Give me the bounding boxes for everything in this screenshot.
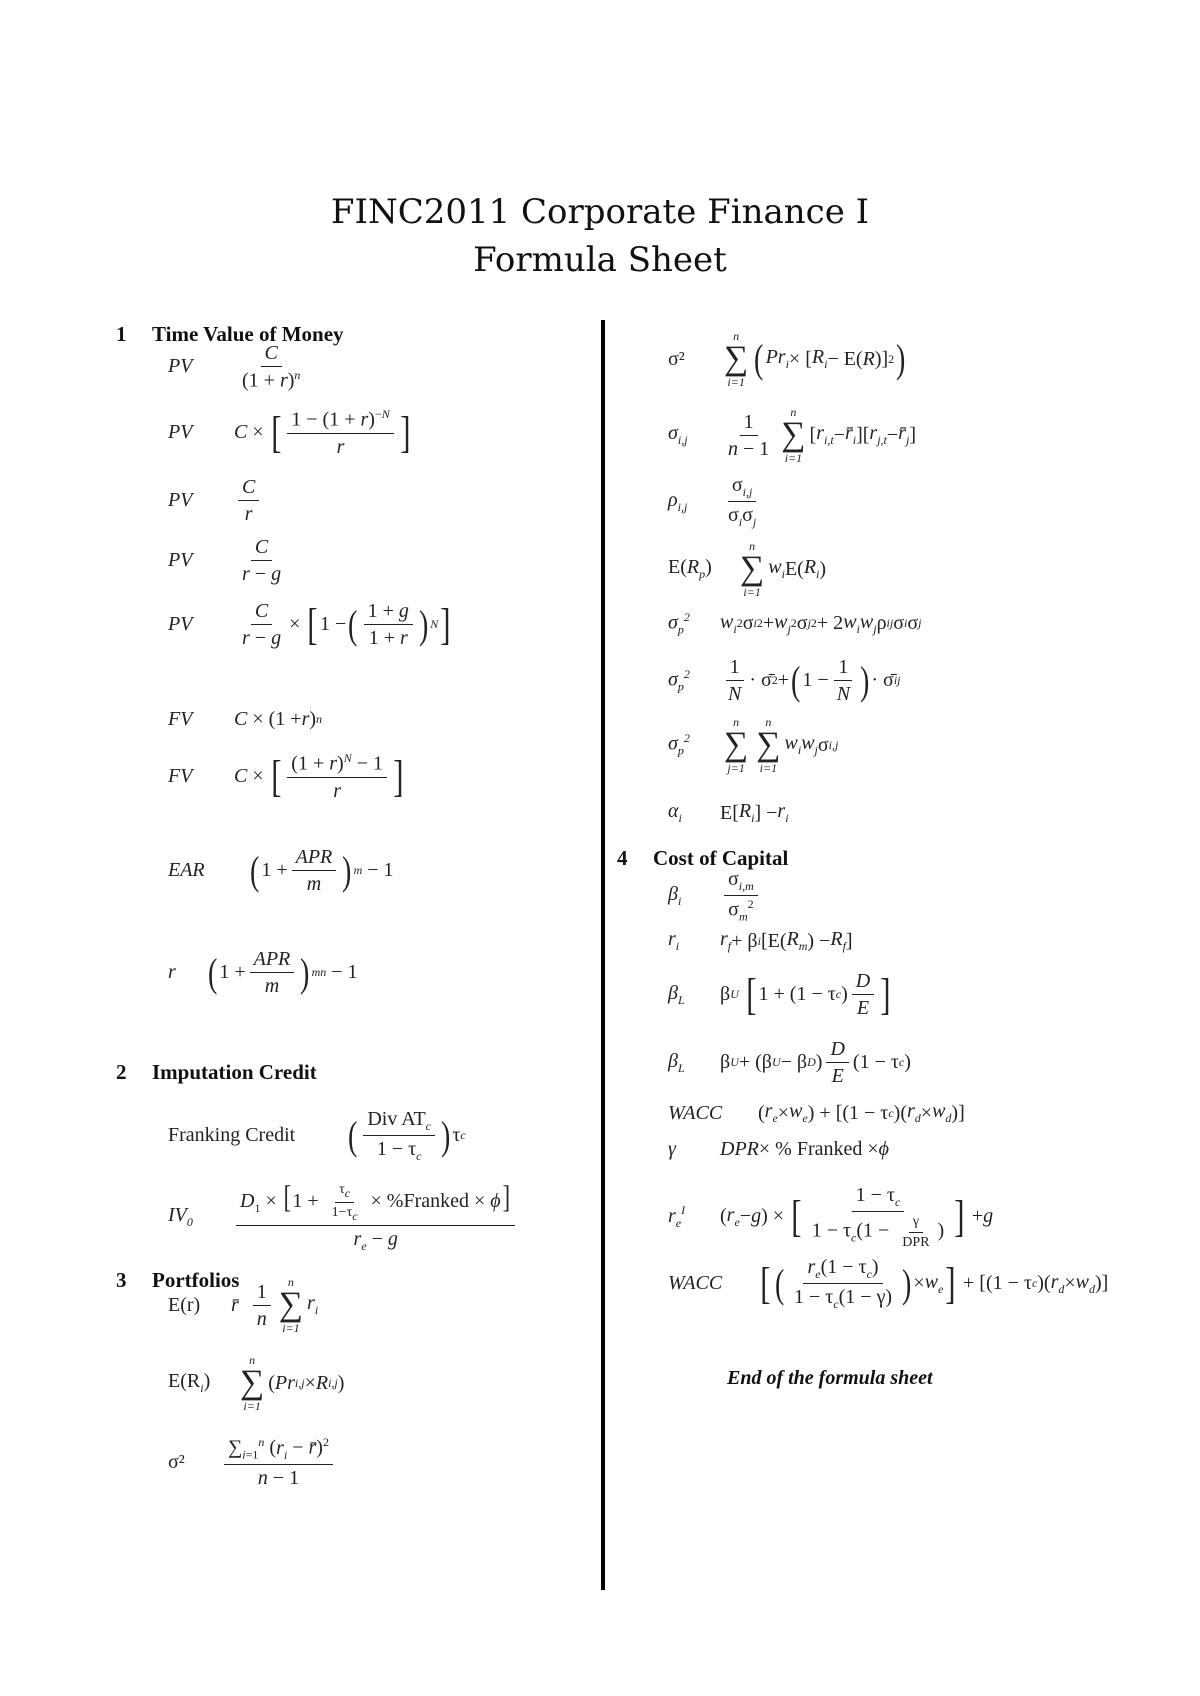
- title-line-2: Formula Sheet: [473, 240, 727, 280]
- formula-beta: $\beta_i$ $\frac{\sigma_{i,m}}{\sigma_m^2}$: [668, 868, 762, 924]
- formula-alpha: $\alpha_i$ E[ $R_i$ ] − $r_i$: [668, 800, 789, 825]
- formula-iv0: $IV_0$ $D_1 \times [1$ + $\frac{\tau_c}{1-\tau_c}$ × %Franked × ϕ] $r_e - g$: [168, 1180, 519, 1253]
- formula-portfolio-variance-two: $\sigma_p^2$ $w_i$ 2 σ i 2 + $w_j$ 2 σ j 2 + 2 $w_iw_j$ ρ ij σ i σ j: [668, 610, 922, 637]
- section-imputation-credit: 2 Imputation Credit: [116, 1060, 317, 1084]
- formula-re-imputation: $r_e^I$ ( $r_e$ − g ) × [ $1 - \tau_c$ $1 - \tau_c(1$ − $\frac{\gamma}{\text{DPR}}$ ) ] + g: [668, 1184, 994, 1250]
- formula-gamma: γ DPR × % Franked × ϕ: [668, 1138, 890, 1160]
- formula-pv-annuity: PV C × [ $\frac{1 - (1 + r)^{-N}}{r}$ ]: [168, 407, 411, 458]
- formula-covariance: $\sigma_{i,j}$ $\frac{1}{n - 1}$ n ∑ i=1 [ $r_{i,t}$ − $r̄_i$ ][ $r_{j,t}$ − $r̄_j$ ]: [668, 405, 916, 465]
- formula-wacc: WACC ( $r_e$ × $w_e$ ) + [(1 − τ c )( $r_d$ × $w_d$ )]: [668, 1100, 965, 1125]
- section-cost-of-capital: 4 Cost of Capital: [617, 846, 789, 870]
- formula-levered-beta: $\beta_L$ β U [ 1 + (1 − τ c ) $\frac{D}{E}$ ]: [668, 969, 891, 1019]
- end-note: End of the formula sheet: [727, 1367, 933, 1389]
- formula-pv-single: PV $\frac{C}{(1 + r)^n}$: [168, 342, 301, 392]
- column-divider: [601, 320, 605, 1590]
- formula-pv-growing-perpetuity: PV $\frac{C}{r - g}$: [168, 536, 282, 585]
- formula-portfolio-expected-return: $E(R_p)$ n ∑ i=1 $w_i$ E( $R_i$ ): [668, 539, 827, 599]
- formula-fv-single: FV C × (1 + r ) n: [168, 708, 323, 730]
- formula-sample-variance: σ² $\frac{\sum_{i=1}^n (r_i - r̄)^2}{n - 1}$: [168, 1436, 337, 1489]
- formula-expected-return-i: $E(R_i)$ n ∑ i=1 ( Pr i,j × R i,j ): [168, 1353, 345, 1413]
- formula-pv-perpetuity: PV $\frac{C}{r}$: [168, 476, 263, 525]
- formula-correlation: $\rho_{i,j}$ $\frac{\sigma_{i,j}}{\sigma_i\sigma_j}$: [668, 474, 757, 530]
- section-portfolios: 3 Portfolios: [116, 1268, 240, 1292]
- page-title: [0, 188, 1200, 284]
- section-time-value-of-money: 1 Time Value of Money: [116, 322, 344, 346]
- formula-capm: $r_i$ $r_f$ + β i [E( $R_m$ ) − $R_f$ ]: [668, 928, 853, 953]
- formula-fv-annuity: FV C × [ $\frac{(1 + r)^N - 1}{r}$ ]: [168, 751, 404, 802]
- formula-portfolio-variance-equal: $\sigma_p^2$ $\frac{1}{N}$ · σ̄ 2 + ( 1 − $\frac{1}{N}$ ) · σ̄ ij: [668, 656, 901, 705]
- formula-franking-credit: Franking Credit ( $\frac{Div AT_c}{1 - \tau_c}$ ) τ c: [168, 1108, 466, 1164]
- formula-wacc-imputation: WACC [ ( $\frac{r_e(1 - \tau_c)}{1 - \tau_c(1 - \gamma)}$ ) × $w_e$ ] + [(1 − τ c )( $r_d$ × $w_d$ )]: [668, 1256, 1109, 1312]
- formula-mean-return: E(r) r̄ $\frac{1}{n}$ n ∑ i=1 $r_i$: [168, 1275, 319, 1335]
- formula-r-from-apr: r ( 1 + $\frac{\text{APR}}{m}$ ) mn − 1: [168, 948, 358, 997]
- formula-variance-prob: σ² n ∑ i=1 ( $Pr_i$ × [ $R_i$ − E( R )] 2 ): [668, 329, 906, 389]
- formula-pv-growing-annuity: PV $\frac{C}{r - g}$ × [ 1 − ( $\frac{1 + g}{1 + r}$ ) N ]: [168, 599, 451, 649]
- formula-ear: EAR ( 1 + $\frac{\text{APR}}{m}$ ) m − 1: [168, 846, 394, 895]
- title-line-1: FINC2011 Corporate Finance I: [330, 192, 870, 232]
- formula-portfolio-variance-double-sum: $\sigma_p^2$ n ∑ j=1 n ∑ i=1 $w_iw_j$ σ i,j: [668, 715, 839, 775]
- formula-levered-beta-debt: $\beta_L$ β U + (β U − β D ) $\frac{D}{E}$ (1 − τ c ): [668, 1038, 911, 1087]
